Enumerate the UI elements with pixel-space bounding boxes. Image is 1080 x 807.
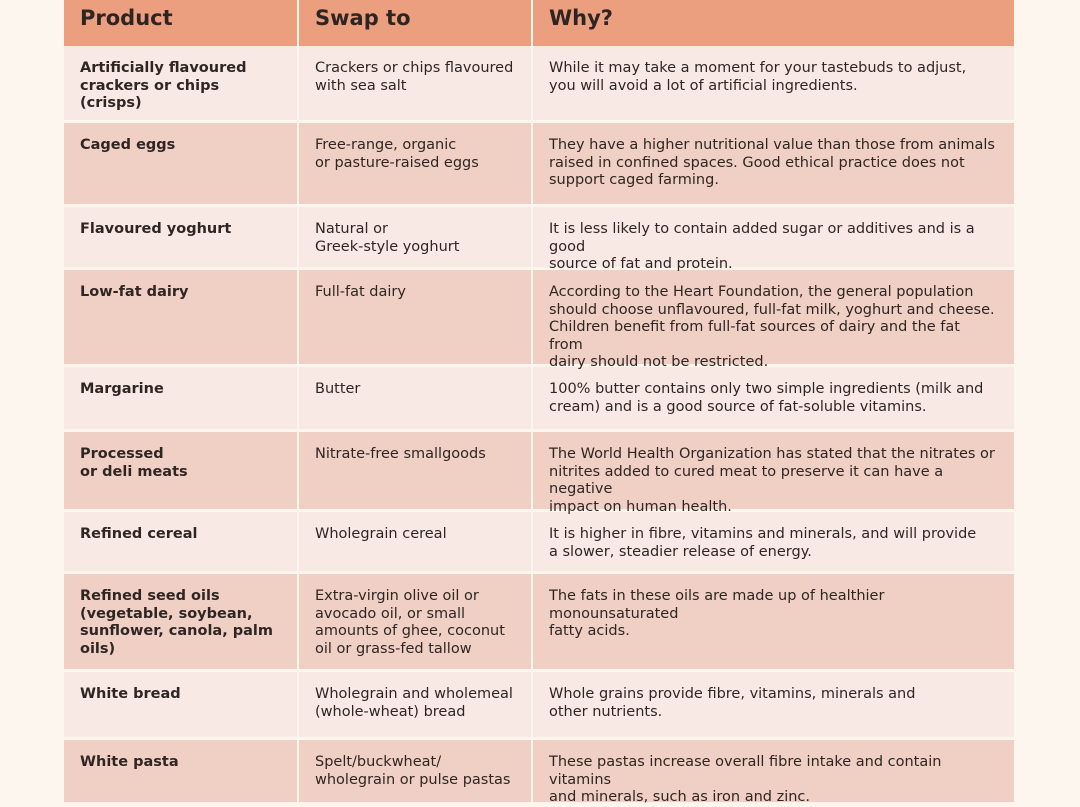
- header-why: Why?: [531, 0, 1014, 46]
- table-row: [64, 512, 1014, 574]
- product-cell: White bread: [80, 686, 181, 702]
- table-row: [64, 574, 1014, 672]
- why-cell: These pastas increase overall fibre intake and contain vitamins and minerals, such as iron and zinc.: [531, 740, 1014, 802]
- table-row: [64, 270, 1014, 371]
- why-cell: Whole grains provide fibre, vitamins, minerals and other nutrients.: [531, 672, 1014, 737]
- table-row: [64, 46, 1014, 123]
- table-row: [64, 367, 1014, 432]
- why-cell: The World Health Organization has stated that the nitrates or nitrites added to cured meat to preserve it can have a negative impact on human health.: [531, 432, 1014, 509]
- swap-cell: Butter: [297, 367, 531, 429]
- product-cell: Margarine: [80, 381, 164, 397]
- why-cell: It is higher in fibre, vitamins and minerals, and will provide a slower, steadier release of energy.: [531, 512, 1014, 571]
- why-cell: 100% butter contains only two simple ingredients (milk and cream) and is a good source of fat-soluble vitamins.: [531, 367, 1014, 429]
- swap-cell: Crackers or chips flavoured with sea salt: [297, 46, 531, 120]
- product-cell: Refined cereal: [80, 526, 198, 542]
- product-cell: Flavoured yoghurt: [80, 221, 232, 237]
- swap-cell: Extra-virgin olive oil or avocado oil, or small amounts of ghee, coconut oil or grass-fed tallow: [297, 574, 531, 669]
- header-swap-to: Swap to: [297, 0, 531, 46]
- swap-cell: Free-range, organic or pasture-raised eggs: [297, 123, 531, 204]
- swap-cell: Nitrate-free smallgoods: [297, 432, 531, 509]
- swap-cell: Full-fat dairy: [297, 270, 531, 364]
- swap-cell: Natural or Greek-style yoghurt: [297, 207, 531, 267]
- product-cell: White pasta: [80, 754, 179, 770]
- header-product: Product: [80, 6, 173, 30]
- why-cell: It is less likely to contain added sugar or additives and is a good source of fat and protein.: [531, 207, 1014, 267]
- table-header-row: [64, 0, 1014, 46]
- swap-cell: Spelt/buckwheat/ wholegrain or pulse pastas: [297, 740, 531, 802]
- food-swap-table: [64, 0, 1014, 806]
- product-cell: Refined seed oils (vegetable, soybean, sunflower, canola, palm oils): [80, 588, 274, 657]
- why-cell: According to the Heart Foundation, the general population should choose unflavoured, full-fat milk, yoghurt and cheese. Children benefit from full-fat sources of dairy and the fat from dairy should not be restricted.: [531, 270, 1014, 364]
- swap-cell: Wholegrain and wholemeal (whole-wheat) bread: [297, 672, 531, 737]
- why-cell: The fats in these oils are made up of healthier monounsaturated fatty acids.: [531, 574, 1014, 669]
- why-cell: They have a higher nutritional value than those from animals raised in confined spaces. Good ethical practice does not support caged farming.: [531, 123, 1014, 204]
- swap-cell: Wholegrain cereal: [297, 512, 531, 571]
- table-row: [64, 672, 1014, 740]
- product-cell: Processed or deli meats: [80, 446, 188, 480]
- why-cell: While it may take a moment for your tastebuds to adjust, you will avoid a lot of artificial ingredients.: [531, 46, 1014, 120]
- table-row: [64, 207, 1014, 273]
- product-cell: Artificially flavoured crackers or chips (crisps): [80, 60, 247, 112]
- product-cell: Caged eggs: [80, 137, 176, 153]
- table-row: [64, 740, 1014, 806]
- table-row: [64, 123, 1014, 207]
- table-row: [64, 432, 1014, 515]
- product-cell: Low-fat dairy: [80, 284, 189, 300]
